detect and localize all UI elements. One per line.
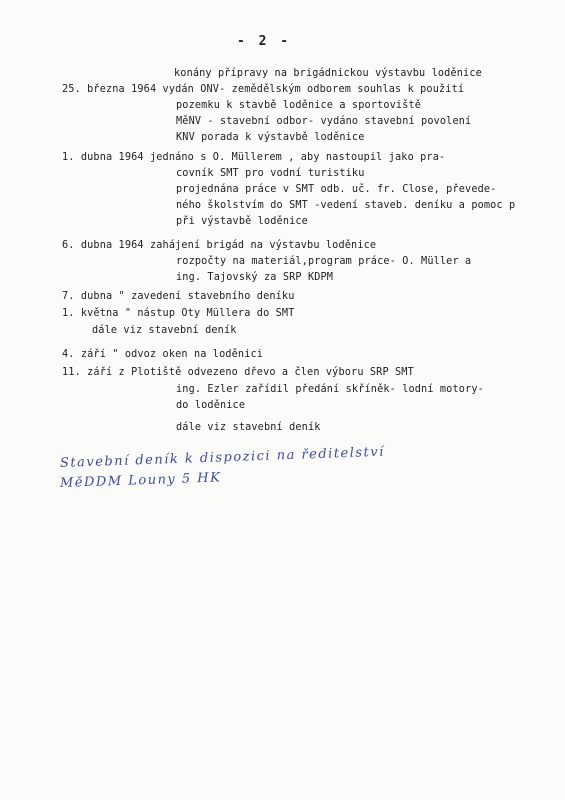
text-line: 1. května " nástup Oty Müllera do SMT: [62, 308, 295, 319]
text-line: dále viz stavební deník: [92, 325, 237, 336]
text-line: 7. dubna " zavedení stavebního deníku: [62, 291, 295, 302]
text-line: dále viz stavební deník: [176, 422, 321, 433]
text-line: 6. dubna 1964 zahájení brigád na výstavbu loděnice: [62, 240, 377, 251]
text-line: KNV porada k výstavbě loděnice: [176, 132, 365, 143]
text-line: 25. března 1964 vydán ONV- zemědělským odborem souhlas k použití: [62, 84, 465, 95]
text-line: ného školstvím do SMT -vedení staveb. deníku a pomoc p: [176, 200, 516, 211]
text-line: MěNV - stavební odbor- vydáno stavební povolení: [176, 116, 472, 127]
text-line: při výstavbě loděnice: [176, 216, 308, 227]
text-line: projednána práce v SMT odb. uč. fr. Close, převede-: [176, 184, 497, 195]
text-line: covník SMT pro vodní turistiku: [176, 168, 365, 179]
text-line: 4. září " odvoz oken na loděnici: [62, 349, 264, 360]
text-line: 1. dubna 1964 jednáno s O. Müllerem , aby nastoupil jako pra-: [62, 152, 446, 163]
text-line: konány přípravy na brigádnickou výstavbu loděnice: [174, 68, 482, 79]
text-line: do loděnice: [176, 400, 246, 411]
handwritten-note-line-1: Stavební deník k dispozici na ředitelství: [59, 444, 386, 471]
text-line: pozemku k stavbě loděnice a sportoviště: [176, 100, 422, 111]
page-number: - 2 -: [237, 34, 292, 49]
text-line: ing. Tajovský za SRP KDPM: [176, 272, 334, 283]
text-line: ing. Ezler zařídil předání skříněk- lodní motory-: [176, 384, 484, 395]
text-line: rozpočty na materiál,program práce- O. Müller a: [176, 256, 472, 267]
handwritten-note-line-2: MěDDM Louny 5 HK: [59, 470, 222, 491]
text-line: 11. září z Plotiště odvezeno dřevo a člen výboru SRP SMT: [62, 367, 414, 378]
